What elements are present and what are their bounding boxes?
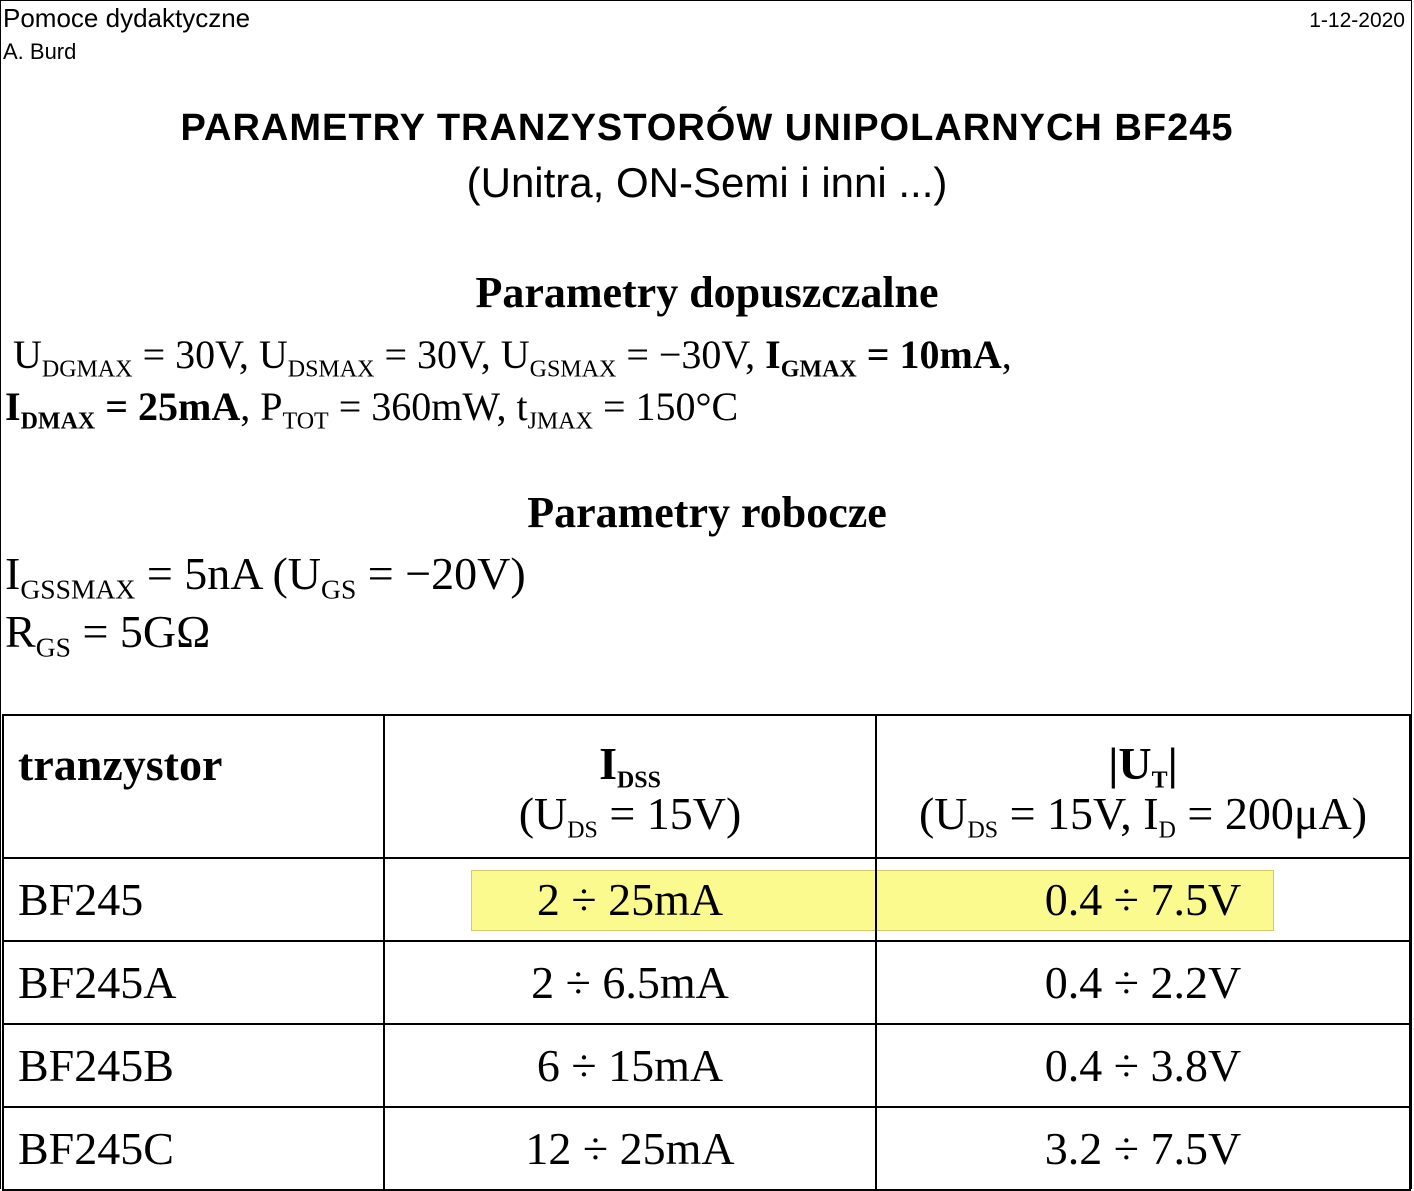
column-header-tranzystor: tranzystor [18,739,223,790]
cell-name: BF245B [3,1024,384,1107]
table-row [3,1107,1410,1190]
ut-symbol: |U [1108,738,1152,789]
igss-condition-value: = −20V) [356,548,526,599]
udg-subscript: DGMAX [41,356,133,383]
id-value: = 25mA [95,384,241,429]
table-row [3,1024,1410,1107]
rgs-symbol: R [5,606,36,657]
tj-value: = 150°C [592,384,739,429]
ugs-subscript: GSMAX [529,356,617,383]
param-line-limits-1 [13,331,1012,383]
table-row [3,941,1410,1024]
ugs-symbol: U [500,332,530,377]
id-symbol: I [5,384,21,429]
uds-symbol: U [258,332,288,377]
uds-subscript: DSMAX [287,356,375,383]
cond-part: (U [918,788,968,839]
cell-idss: 12 ÷ 25mA [384,1107,876,1190]
rgs-value: = 5GΩ [70,606,211,657]
section-heading-dopuszczalne: Parametry dopuszczalne [475,268,939,317]
cell-idss: 6 ÷ 15mA [384,1024,876,1107]
ut-condition [877,788,1409,844]
tj-subscript: JMAX [527,408,593,435]
header-subject: Pomoce dydaktyczne [3,3,251,33]
ig-subscript: GMAX [780,356,857,383]
table-row [3,858,1410,941]
udg-value: = 30V, [132,332,259,377]
idss-symbol: I [599,738,618,789]
idss-condition [385,788,875,844]
header-cell-tranzystor [3,715,384,858]
ut-value: 0.4 ÷ 7.5V [1044,874,1242,925]
column-header-ut [877,738,1409,794]
ut-symbol-end: | [1167,738,1178,789]
idss-value: 2 ÷ 25mA [536,874,724,925]
separator: , [240,384,261,429]
cell-name: BF245C [3,1107,384,1190]
cond-part: (U [518,788,568,839]
tj-symbol: t [516,384,528,429]
igss-condition-subscript: GS [321,573,357,605]
ugs-value: = −30V, [616,332,766,377]
header-date: 1-12-2020 [1309,9,1405,32]
ig-value: = 10mA [856,332,1002,377]
separator: , [1001,332,1012,377]
param-line-limits-2 [5,383,739,435]
cell-ut: 3.2 ÷ 7.5V [876,1107,1410,1190]
header-author: A. Burd [3,39,77,64]
cond-subscript: D [1158,817,1176,844]
column-header-idss [385,738,875,794]
header-cell-ut [876,715,1410,858]
section-heading-robocze: Parametry robocze [527,488,887,537]
page-subtitle: (Unitra, ON-Semi i inni ...) [466,159,948,206]
ut-subscript: T [1151,767,1168,794]
cond-part: = 15V, I [998,788,1159,839]
cell-idss [384,858,876,941]
igss-symbol: I [5,548,21,599]
igss-subscript: GSSMAX [20,573,136,605]
rgs-subscript: GS [35,631,71,663]
transistor-table [2,714,1411,1191]
ptot-value: = 360mW, [328,384,517,429]
cell-ut: 0.4 ÷ 2.2V [876,941,1410,1024]
ptot-subscript: TOT [282,408,329,435]
cond-subscript: DS [567,817,598,844]
cond-part: = 200μA) [1175,788,1368,839]
cond-subscript: DS [967,817,999,844]
cell-ut: 0.4 ÷ 3.8V [876,1024,1410,1107]
header-cell-idss [384,715,876,858]
table-header-row [3,715,1410,858]
cell-ut [876,858,1410,941]
param-line-igss [5,547,526,605]
uds-value: = 30V, [374,332,501,377]
param-line-rgs [5,605,211,663]
ig-symbol: I [765,332,781,377]
igss-value: = 5nA (U [135,548,322,599]
cell-name: BF245A [3,941,384,1024]
page-title: PARAMETRY TRANZYSTORÓW UNIPOLARNYCH BF245 [180,107,1234,149]
id-subscript: DMAX [20,408,96,435]
cell-name: BF245 [3,858,384,941]
ptot-symbol: P [260,384,283,429]
idss-subscript: DSS [617,767,661,794]
cell-idss: 2 ÷ 6.5mA [384,941,876,1024]
cond-part: = 15V) [597,788,742,839]
udg-symbol: U [13,332,42,377]
